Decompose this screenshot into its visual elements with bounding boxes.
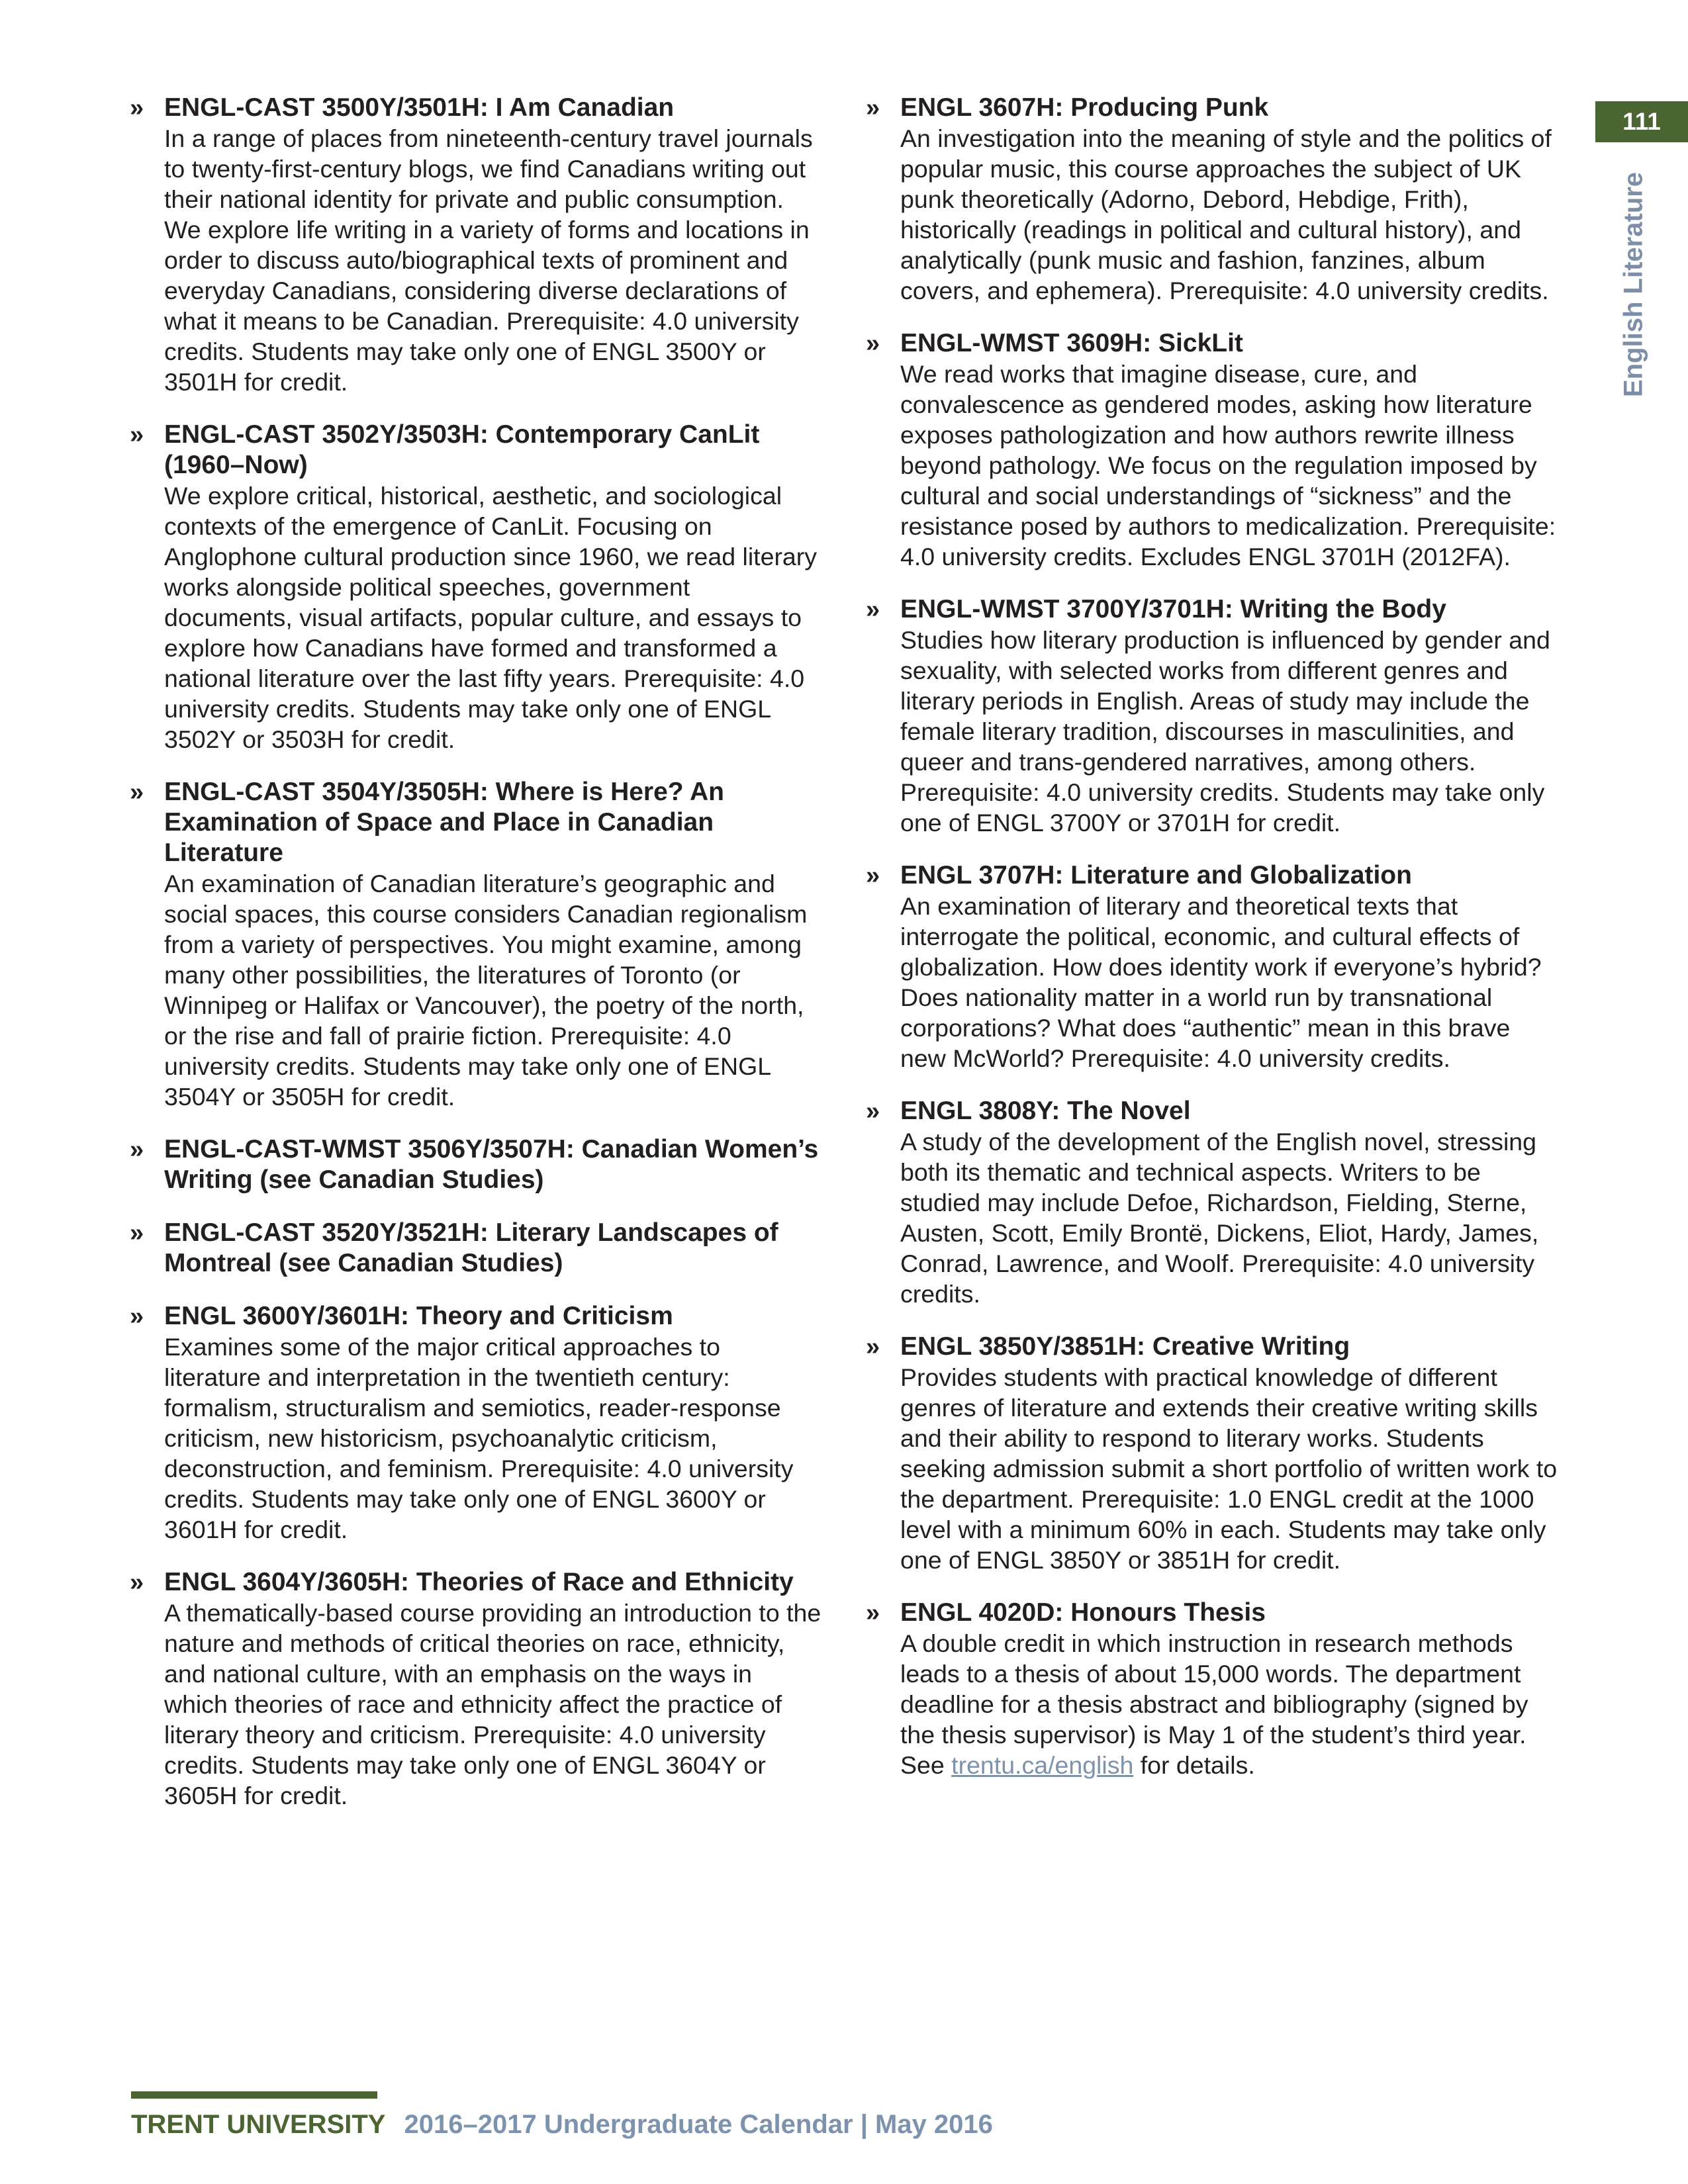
course-column-right — [866, 93, 1561, 1803]
course-description-text-end: for details. — [1140, 1751, 1255, 1779]
bullet-icon: » — [130, 1302, 144, 1330]
course-title: ENGL-CAST 3520Y/3521H: Literary Landscapes of Montreal (see Canadian Studies) — [164, 1218, 778, 1277]
course-description — [164, 868, 821, 1112]
course-description — [900, 1628, 1561, 1780]
course-description-text: Provides students with practical knowledge of different genres of literature and extends their creative writing skills and their ability to respond to literary works. Students seeking admission submit a short portfolio of written work to the department. Prerequisite: 1.0 ENGL credit at the 1000 level with a minimum 60% in each. Students may take only one of ENGL 3850Y or 3851H for credit. — [900, 1363, 1558, 1574]
bullet-icon: » — [866, 862, 880, 889]
bullet-icon: » — [866, 330, 880, 357]
course-title: ENGL-CAST-WMST 3506Y/3507H: Canadian Women’s Writing (see Canadian Studies) — [164, 1135, 819, 1194]
course-entry — [130, 777, 821, 1112]
course-description-text: A double credit in which instruction in research methods leads to a thesis of about 15,000 words. The department deadline for a thesis abstract and bibliography (signed by the thesis supervisor) is May 1 of the student’s third year. See — [900, 1629, 1528, 1779]
bullet-icon: » — [130, 778, 144, 806]
course-title: ENGL-CAST 3504Y/3505H: Where is Here? An Examination of Space and Place in Canadian Literature — [164, 778, 724, 867]
course-entry — [866, 1096, 1561, 1309]
course-description-text: A study of the development of the English novel, stressing both its thematic and technical aspects. Writers to be studied may include Defoe, Richardson, Fielding, Sterne, Austen, Scott, Emily Brontë, Dickens, Eliot, Hardy, James, Conrad, Lawrence, and Woolf. Prerequisite: 4.0 university credits. — [900, 1128, 1539, 1308]
course-title: ENGL 3850Y/3851H: Creative Writing — [900, 1332, 1350, 1361]
course-entry — [866, 860, 1561, 1073]
course-description — [164, 123, 821, 397]
bullet-icon: » — [130, 421, 144, 449]
course-description — [900, 1126, 1561, 1309]
course-description-text: A thematically-based course providing an introduction to the nature and methods of critical theories on race, ethnicity, and national culture, with an emphasis on the ways in which theories of race and ethnicity affect the practice of literary theory and criticism. Prerequisite: 4.0 university credits. Students may take only one of ENGL 3604Y or 3605H for credit. — [164, 1599, 821, 1809]
course-description — [900, 123, 1561, 306]
course-entry — [866, 1332, 1561, 1575]
footer-university: TRENT UNIVERSITY — [131, 2110, 386, 2139]
course-description-text: In a range of places from nineteenth-century travel journals to twenty-first-century blogs, we find Canadians writing out their national identity for private and public consumption. We explore life writing in a variety of forms and locations in order to discuss auto/biographical texts of prominent and everyday Canadians, considering diverse declarations of what it means to be Canadian. Prerequisite: 4.0 university credits. Students may take only one of ENGL 3500Y or 3501H for credit. — [164, 124, 813, 396]
course-title: ENGL 4020D: Honours Thesis — [900, 1598, 1266, 1627]
course-title: ENGL-CAST 3502Y/3503H: Contemporary CanLit (1960–Now) — [164, 420, 760, 479]
course-title: ENGL 3604Y/3605H: Theories of Race and Ethnicity — [164, 1568, 794, 1596]
footer — [131, 2110, 993, 2140]
course-title: ENGL 3808Y: The Novel — [900, 1097, 1191, 1125]
bullet-icon: » — [130, 94, 144, 122]
bullet-icon: » — [866, 1333, 880, 1361]
course-description — [164, 1598, 821, 1811]
course-title: ENGL-WMST 3700Y/3701H: Writing the Body — [900, 595, 1446, 623]
course-description — [164, 1332, 821, 1545]
course-title: ENGL 3607H: Producing Punk — [900, 93, 1269, 122]
course-title: ENGL-WMST 3609H: SickLit — [900, 329, 1243, 357]
course-description — [900, 625, 1561, 838]
course-description — [164, 480, 821, 754]
course-title: ENGL 3707H: Literature and Globalization — [900, 861, 1412, 889]
course-title: ENGL 3600Y/3601H: Theory and Criticism — [164, 1302, 673, 1330]
bullet-icon: » — [866, 94, 880, 122]
course-entry — [130, 420, 821, 754]
bullet-icon: » — [866, 596, 880, 623]
course-description — [900, 359, 1561, 572]
course-entry — [130, 1134, 821, 1195]
course-entry — [130, 1218, 821, 1279]
course-description-text: Examines some of the major critical approaches to literature and interpretation in the twentieth century: formalism, structuralism and semiotics, reader-response criticism, new historicism, psychoanalytic criticism, deconstruction, and feminism. Prerequisite: 4.0 university credits. Students may take only one of ENGL 3600Y or 3601H for credit. — [164, 1333, 794, 1543]
course-column-left — [130, 93, 821, 1833]
course-entry — [866, 1598, 1561, 1780]
footer-calendar: 2016–2017 Undergraduate Calendar | May 2016 — [404, 2110, 993, 2139]
english-dept-link[interactable]: trentu.ca/english — [951, 1751, 1134, 1779]
bullet-icon: » — [866, 1599, 880, 1627]
course-entry — [130, 93, 821, 397]
course-entry — [130, 1567, 821, 1811]
course-description-text: An examination of literary and theoretical texts that interrogate the political, economic, and cultural effects of globalization. How does identity work if everyone’s hybrid? Does nationality matter in a world run by transnational corporations? What does “authentic” mean in this brave new McWorld? Prerequisite: 4.0 university credits. — [900, 892, 1542, 1072]
bullet-icon: » — [130, 1136, 144, 1163]
course-entry — [866, 594, 1561, 838]
course-title: ENGL-CAST 3500Y/3501H: I Am Canadian — [164, 93, 675, 122]
bullet-icon: » — [130, 1219, 144, 1247]
course-description-text: Studies how literary production is influenced by gender and sexuality, with selected works from different genres and literary periods in English. Areas of study may include the female literary tradition, discourses in masculinities, and queer and trans-gendered narratives, among others. Prerequisite: 4.0 university credits. Students may take only one of ENGL 3700Y or 3701H for credit. — [900, 626, 1550, 837]
bullet-icon: » — [866, 1097, 880, 1125]
course-entry — [130, 1301, 821, 1545]
page-number: 111 — [1595, 101, 1688, 142]
course-description-text: An examination of Canadian literature’s geographic and social spaces, this course considers Canadian regionalism from a variety of perspectives. You might examine, among many other possibilities, the literatures of Toronto (or Winnipeg or Halifax or Vancouver), the poetry of the north, or the rise and fall of prairie fiction. Prerequisite: 4.0 university credits. Students may take only one of ENGL 3504Y or 3505H for credit. — [164, 870, 808, 1111]
bullet-icon: » — [130, 1569, 144, 1596]
course-description — [900, 1362, 1561, 1575]
course-entry — [866, 93, 1561, 306]
course-entry — [866, 328, 1561, 572]
course-description-text: We explore critical, historical, aesthetic, and sociological contexts of the emergence of CanLit. Focusing on Anglophone cultural production since 1960, we read literary works alongside political speeches, government documents, visual artifacts, popular culture, and essays to explore how Canadians have formed and transformed a national literature over the last fifty years. Prerequisite: 4.0 university credits. Students may take only one of ENGL 3502Y or 3503H for credit. — [164, 482, 818, 753]
course-description-text: An investigation into the meaning of style and the politics of popular music, this course approaches the subject of UK punk theoretically (Adorno, Debord, Hebdige, Frith), historically (readings in political and cultural history), and analytically (punk music and fashion, fanzines, album covers, and ephemera). Prerequisite: 4.0 university credits. — [900, 124, 1552, 304]
footer-rule — [131, 2091, 377, 2099]
section-label: English Literature — [1618, 171, 1648, 398]
course-description-text: We read works that imagine disease, cure, and convalescence as gendered modes, asking how literature exposes pathologization and how authors rewrite illness beyond pathology. We focus on the regulation imposed by cultural and social understandings of “sickness” and the resistance posed by authors to medicalization. Prerequisite: 4.0 university credits. Excludes ENGL 3701H (2012FA). — [900, 360, 1556, 570]
course-description — [900, 891, 1561, 1073]
